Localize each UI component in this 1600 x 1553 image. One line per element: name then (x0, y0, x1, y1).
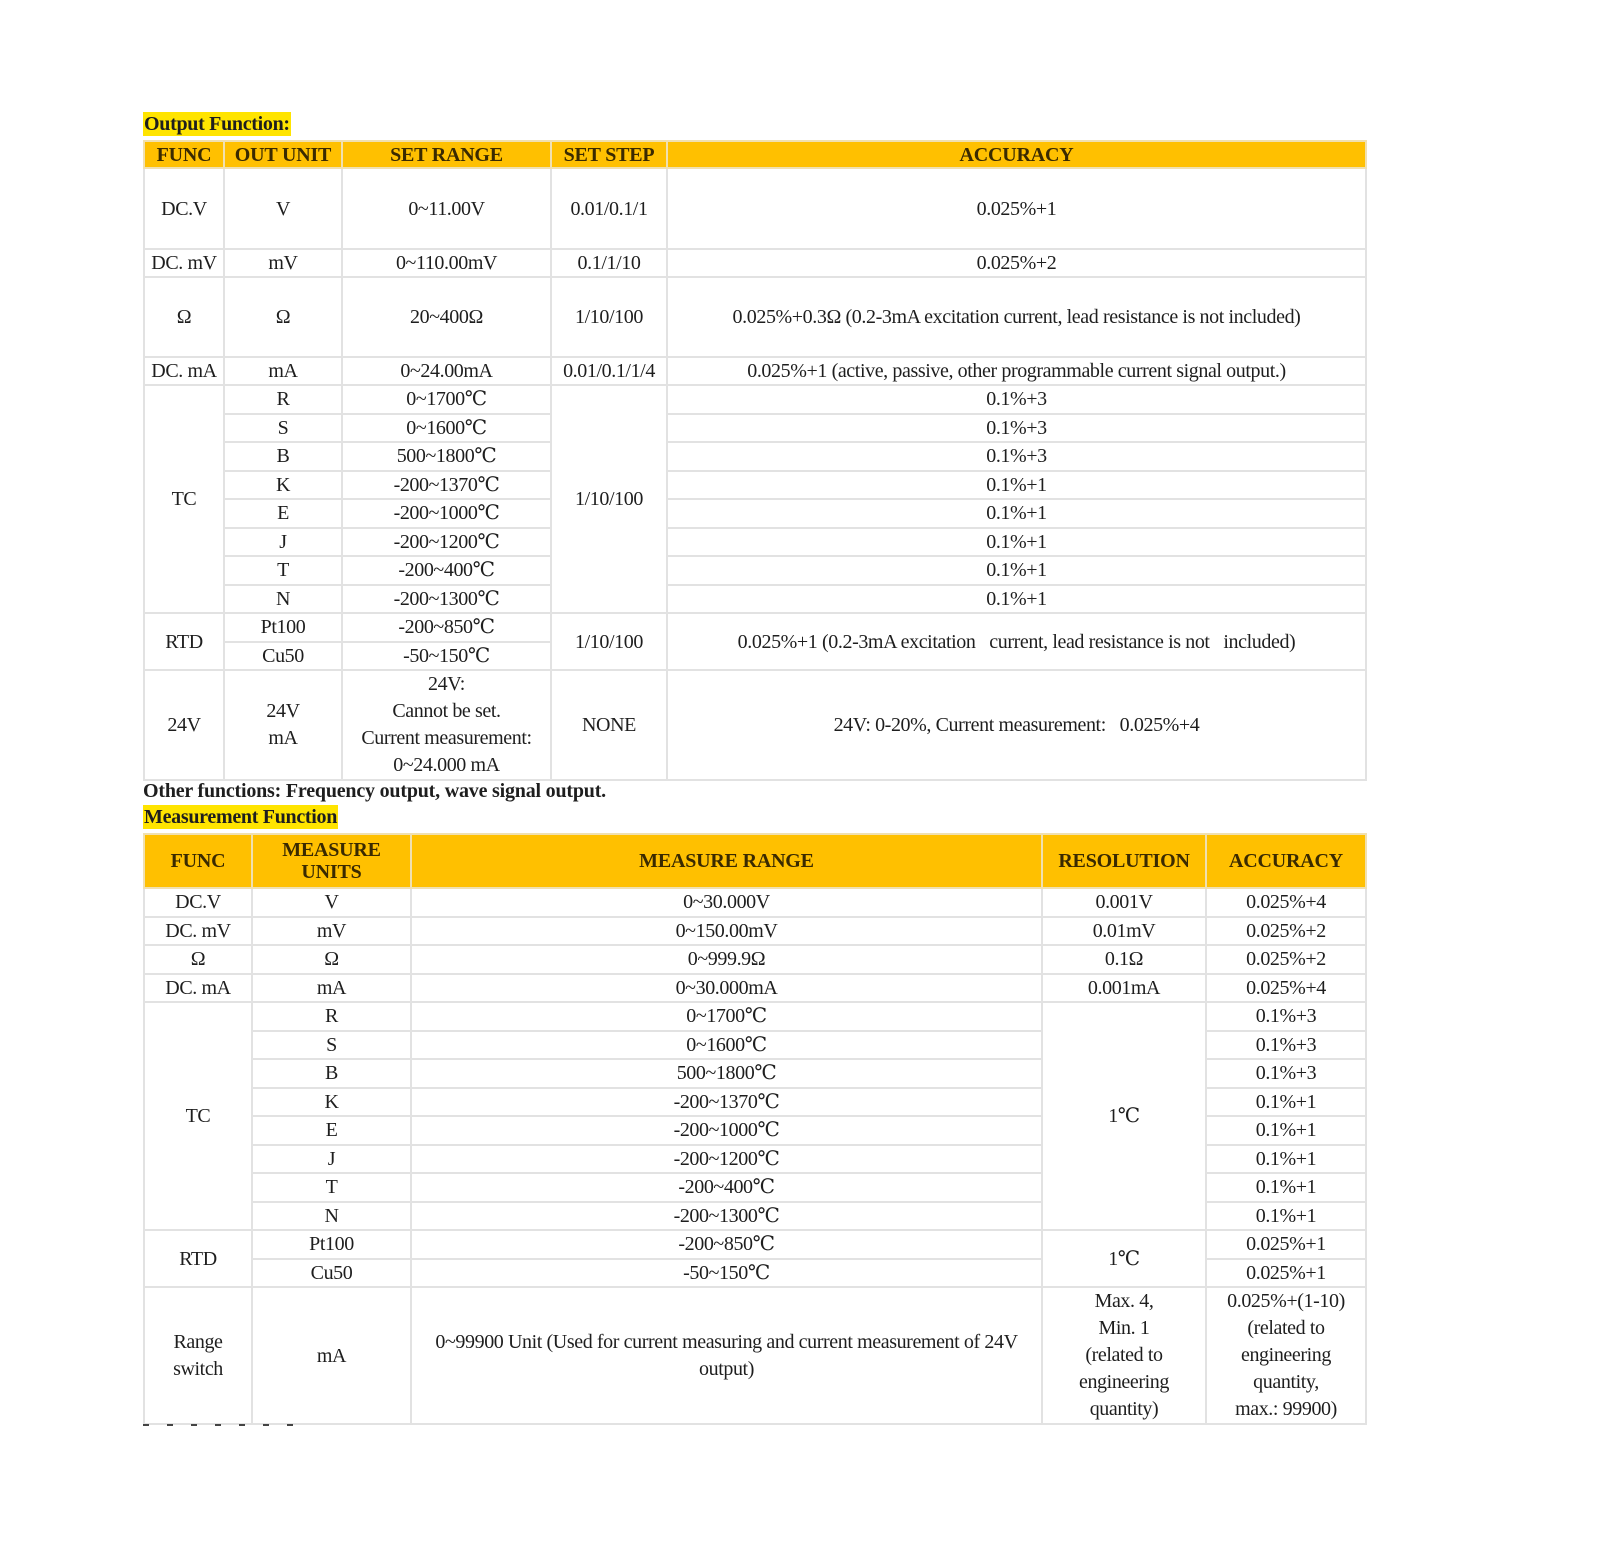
table-header-row (144, 834, 1366, 888)
unit-cell: E (224, 499, 342, 528)
resolution-cell: 0.001mA (1042, 974, 1206, 1003)
unit-cell: Cu50 (224, 642, 342, 671)
func-cell: DC. mV (144, 249, 224, 277)
resolution-cell (1042, 1287, 1206, 1424)
measurement-function-title: Measurement Function (144, 806, 338, 828)
header-func: FUNC (144, 141, 224, 168)
unit-cell: J (252, 1145, 411, 1174)
header-resolution: RESOLUTION (1042, 834, 1206, 888)
unit-cell: N (224, 585, 342, 614)
unit-cell: Ω (252, 945, 411, 974)
accuracy-cell: 0.1%+3 (1206, 1031, 1366, 1060)
range-cell: -50~150℃ (342, 642, 551, 671)
table-row (144, 945, 1366, 974)
range-cell: 0~11.00V (342, 168, 551, 249)
unit-cell: K (224, 471, 342, 500)
accuracy-line: engineering (1240, 1344, 1331, 1366)
step-cell-tc: 1/10/100 (551, 385, 667, 613)
unit-cell: mA (252, 974, 411, 1003)
table-row (144, 613, 1366, 642)
unit-cell: mA (224, 357, 342, 385)
unit-line: mA (268, 727, 298, 749)
table-row (144, 414, 1366, 443)
resolution-cell-rtd: 1℃ (1042, 1230, 1206, 1287)
table-header-row (144, 141, 1366, 168)
range-cell: 0~1600℃ (411, 1031, 1042, 1060)
func-cell: DC. mA (144, 974, 252, 1003)
header-out-unit: OUT UNIT (224, 141, 342, 168)
range-cell: 0~150.00mV (411, 917, 1042, 946)
accuracy-cell: 0.025%+1 (active, passive, other programmable current signal output.) (667, 357, 1366, 385)
header-measure-units (252, 834, 411, 888)
resolution-line: (related to (1085, 1344, 1163, 1366)
accuracy-cell: 0.1%+1 (667, 585, 1366, 614)
step-cell: 0.1/1/10 (551, 249, 667, 277)
range-cell: 0~1600℃ (342, 414, 551, 443)
table-row (144, 528, 1366, 557)
table-row (144, 442, 1366, 471)
step-cell-rtd: 1/10/100 (551, 613, 667, 670)
range-line: Current measurement: (361, 727, 532, 749)
range-cell (342, 670, 551, 780)
header-set-step: SET STEP (551, 141, 667, 168)
unit-cell: E (252, 1116, 411, 1145)
table-row (144, 277, 1366, 357)
resolution-cell-tc: 1℃ (1042, 1002, 1206, 1230)
accuracy-line: max.: 99900) (1235, 1398, 1337, 1420)
accuracy-cell: 0.1%+1 (1206, 1173, 1366, 1202)
range-cell: -200~400℃ (411, 1173, 1042, 1202)
func-cell-tc: TC (144, 385, 224, 613)
unit-cell: Cu50 (252, 1259, 411, 1288)
accuracy-cell: 0.025%+1 (667, 168, 1366, 249)
accuracy-cell: 0.1%+1 (667, 499, 1366, 528)
unit-cell: Ω (224, 277, 342, 357)
func-cell: Ω (144, 277, 224, 357)
table-row (144, 168, 1366, 249)
accuracy-cell: 24V: 0-20%, Current measurement: 0.025%+4 (667, 670, 1366, 780)
func-cell: DC.V (144, 168, 224, 249)
table-row (144, 1230, 1366, 1259)
table-row (144, 357, 1366, 385)
range-cell: -200~850℃ (342, 613, 551, 642)
unit-cell: K (252, 1088, 411, 1117)
range-cell: -200~1000℃ (342, 499, 551, 528)
accuracy-cell: 0.025%+2 (667, 249, 1366, 277)
unit-cell: mA (252, 1287, 411, 1424)
table-row (144, 556, 1366, 585)
accuracy-cell: 0.1%+3 (1206, 1059, 1366, 1088)
resolution-cell: 0.1Ω (1042, 945, 1206, 974)
unit-cell (224, 670, 342, 780)
unit-cell: R (252, 1002, 411, 1031)
step-cell: 1/10/100 (551, 277, 667, 357)
header-set-range: SET RANGE (342, 141, 551, 168)
range-cell: -200~1300℃ (411, 1202, 1042, 1231)
func-cell-rtd: RTD (144, 613, 224, 670)
step-cell: 0.01/0.1/1 (551, 168, 667, 249)
unit-cell: S (224, 414, 342, 443)
unit-line: 24V (266, 700, 300, 722)
range-line: Cannot be set. (392, 700, 501, 722)
header-func: FUNC (144, 834, 252, 888)
table-row (144, 249, 1366, 277)
other-functions-note: Other functions: Frequency output, wave signal output. (143, 780, 606, 802)
resolution-line: engineering (1078, 1371, 1169, 1393)
unit-cell: mV (224, 249, 342, 277)
range-cell: -200~400℃ (342, 556, 551, 585)
range-cell: 0~999.9Ω (411, 945, 1042, 974)
unit-cell: V (224, 168, 342, 249)
accuracy-cell: 0.1%+1 (667, 528, 1366, 557)
range-cell: -200~850℃ (411, 1230, 1042, 1259)
accuracy-cell: 0.025%+2 (1206, 917, 1366, 946)
func-cell: 24V (144, 670, 224, 780)
unit-cell: T (224, 556, 342, 585)
accuracy-cell: 0.1%+1 (667, 471, 1366, 500)
table-row (144, 499, 1366, 528)
range-cell: -200~1300℃ (342, 585, 551, 614)
range-cell: 0~99900 Unit (Used for current measuring and current measurement of 24V output) (411, 1287, 1042, 1424)
unit-cell: Pt100 (252, 1230, 411, 1259)
accuracy-cell: 0.025%+0.3Ω (0.2-3mA excitation current, lead resistance is not included) (667, 277, 1366, 357)
accuracy-cell: 0.1%+1 (1206, 1202, 1366, 1231)
resolution-cell: 0.001V (1042, 888, 1206, 917)
header-accuracy: ACCURACY (1206, 834, 1366, 888)
range-cell: 500~1800℃ (342, 442, 551, 471)
unit-cell: J (224, 528, 342, 557)
step-cell: NONE (551, 670, 667, 780)
header-line: UNITS (301, 861, 362, 883)
accuracy-cell: 0.025%+4 (1206, 974, 1366, 1003)
output-function-table (143, 140, 1367, 781)
table-row (144, 471, 1366, 500)
table-row (144, 585, 1366, 614)
range-cell: -200~1370℃ (342, 471, 551, 500)
func-line: switch (173, 1357, 223, 1380)
range-cell: 0~1700℃ (411, 1002, 1042, 1031)
unit-cell: B (252, 1059, 411, 1088)
accuracy-cell: 0.1%+1 (1206, 1116, 1366, 1145)
header-line: MEASURE (282, 839, 381, 861)
unit-cell: mV (252, 917, 411, 946)
range-line: 0~24.000 mA (393, 754, 500, 776)
range-cell: -50~150℃ (411, 1259, 1042, 1288)
table-row (144, 1002, 1366, 1031)
resolution-line: quantity) (1089, 1398, 1159, 1420)
range-cell: -200~1200℃ (342, 528, 551, 557)
range-cell: 0~110.00mV (342, 249, 551, 277)
func-cell: DC.V (144, 888, 252, 917)
accuracy-cell: 0.1%+3 (667, 442, 1366, 471)
table-row (144, 1287, 1366, 1424)
step-cell: 0.01/0.1/1/4 (551, 357, 667, 385)
resolution-line: Max. 4, (1094, 1290, 1154, 1312)
accuracy-cell: 0.1%+1 (1206, 1145, 1366, 1174)
table-row (144, 670, 1366, 780)
range-cell: 0~30.000V (411, 888, 1042, 917)
unit-cell: S (252, 1031, 411, 1060)
accuracy-line: (related to (1247, 1317, 1325, 1339)
accuracy-cell: 0.025%+2 (1206, 945, 1366, 974)
func-cell (144, 1287, 252, 1424)
clipped-text-fragment (143, 1424, 343, 1430)
range-cell: 500~1800℃ (411, 1059, 1042, 1088)
accuracy-cell: 0.1%+3 (667, 385, 1366, 414)
accuracy-cell: 0.1%+3 (667, 414, 1366, 443)
range-cell: -200~1200℃ (411, 1145, 1042, 1174)
header-accuracy: ACCURACY (667, 141, 1366, 168)
range-cell: -200~1000℃ (411, 1116, 1042, 1145)
resolution-cell: 0.01mV (1042, 917, 1206, 946)
range-line: 24V: (428, 673, 465, 695)
func-cell-tc: TC (144, 1002, 252, 1230)
accuracy-cell (1206, 1287, 1366, 1424)
output-function-title: Output Function: (144, 113, 290, 135)
range-cell: 0~24.00mA (342, 357, 551, 385)
table-row (144, 888, 1366, 917)
accuracy-cell: 0.1%+3 (1206, 1002, 1366, 1031)
resolution-line: Min. 1 (1098, 1317, 1150, 1339)
unit-cell: N (252, 1202, 411, 1231)
accuracy-line: quantity, (1253, 1371, 1319, 1393)
unit-cell: B (224, 442, 342, 471)
table-row (144, 974, 1366, 1003)
range-cell: 0~30.000mA (411, 974, 1042, 1003)
accuracy-cell: 0.1%+1 (667, 556, 1366, 585)
accuracy-cell-rtd: 0.025%+1 (0.2-3mA excitation current, lead resistance is not included) (667, 613, 1366, 670)
range-cell: -200~1370℃ (411, 1088, 1042, 1117)
table-row (144, 917, 1366, 946)
func-cell: DC. mV (144, 917, 252, 946)
accuracy-cell: 0.025%+1 (1206, 1230, 1366, 1259)
range-cell: 0~1700℃ (342, 385, 551, 414)
unit-cell: T (252, 1173, 411, 1202)
header-measure-range: MEASURE RANGE (411, 834, 1042, 888)
accuracy-cell: 0.1%+1 (1206, 1088, 1366, 1117)
func-cell-rtd: RTD (144, 1230, 252, 1287)
unit-cell: Pt100 (224, 613, 342, 642)
func-line: Range (173, 1330, 223, 1353)
func-cell: Ω (144, 945, 252, 974)
range-cell: 20~400Ω (342, 277, 551, 357)
measurement-function-table (143, 833, 1367, 1425)
unit-cell: V (252, 888, 411, 917)
accuracy-cell: 0.025%+1 (1206, 1259, 1366, 1288)
unit-cell: R (224, 385, 342, 414)
accuracy-cell: 0.025%+4 (1206, 888, 1366, 917)
accuracy-line: 0.025%+(1-10) (1227, 1290, 1345, 1312)
func-cell: DC. mA (144, 357, 224, 385)
table-row (144, 385, 1366, 414)
